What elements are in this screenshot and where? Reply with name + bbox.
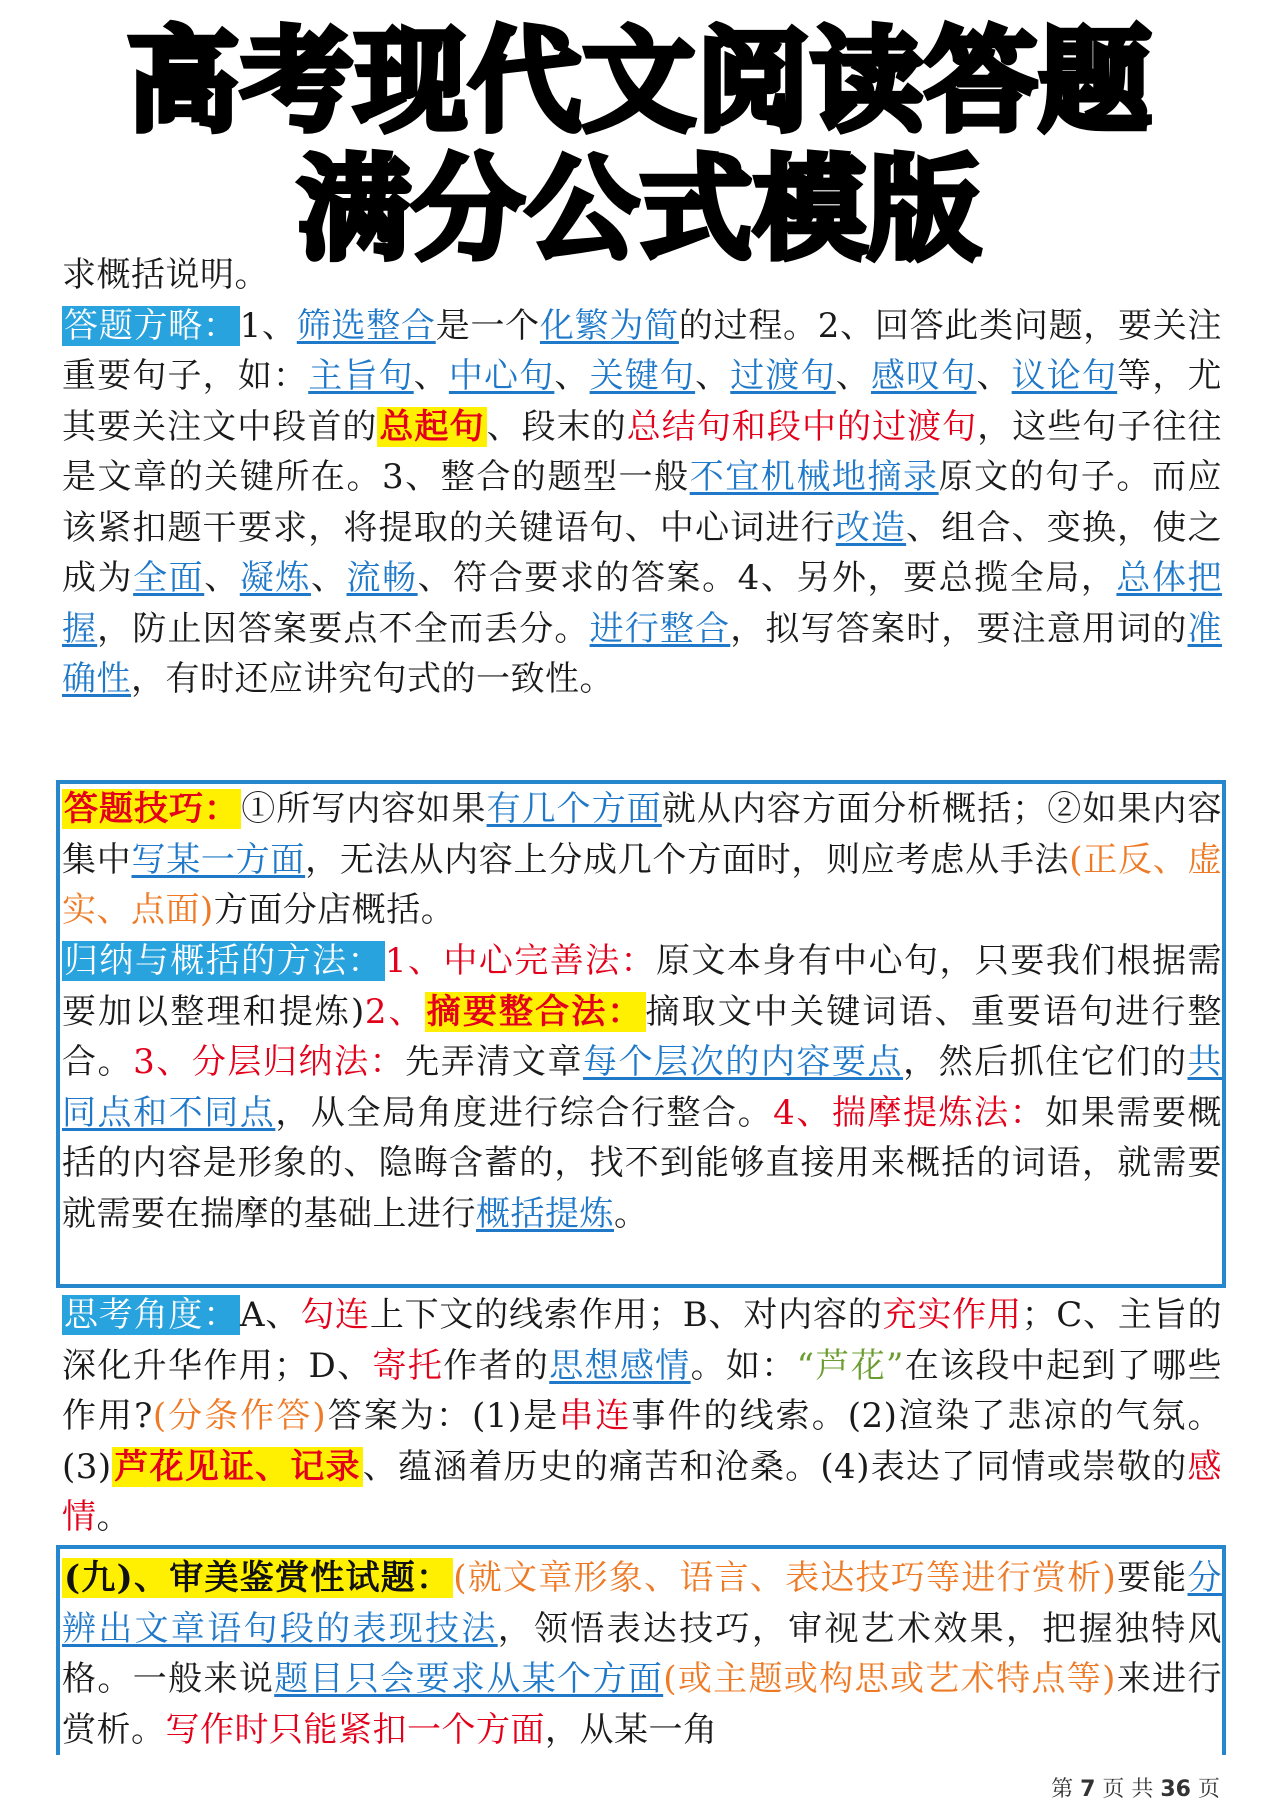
text-run: 、 [554, 356, 590, 396]
underlined-term: 中心句 [448, 356, 555, 396]
text-run: ，防止因答案要点不全而丢分。 [97, 608, 590, 649]
footer-middle: 页 共 [1095, 1777, 1161, 1802]
text-run: 、 [204, 558, 240, 598]
underlined-term: 共同点和不同点 [62, 1042, 1223, 1133]
red-term: 充实作用 [882, 1295, 1022, 1335]
underlined-term: 进行整合 [589, 608, 731, 649]
paragraph-aesthetic-questions [62, 1553, 1222, 1753]
text-run: 、 [310, 558, 347, 598]
text-run: 等，尤其要关注文中段首的 [62, 356, 1222, 447]
red-term: 串连 [559, 1396, 632, 1436]
text-run: 、 [413, 356, 449, 396]
text-run: 、 [695, 356, 731, 396]
underlined-term: 概括提炼 [476, 1193, 614, 1234]
underlined-term: 分辨出文章语句段的表现技法 [62, 1558, 1222, 1649]
section-label: (九)、审美鉴赏性试题： [64, 1558, 452, 1598]
text-run: 摘取文中关键词语、重要语句进行整合。 [62, 991, 1223, 1082]
text-run: 如果需要概括的内容是形象的、隐晦含蓄的，找不到能够直接用来概括的词语，就需要就需要在揣摩的基础上进行 [62, 1092, 1223, 1234]
text-run: ①所写内容如果 [241, 789, 487, 829]
underlined-term: 题目只会要求从某个方面 [274, 1659, 664, 1699]
title-line-2: 满分公式模版 [298, 145, 982, 275]
orange-term: (分条作答) [152, 1396, 327, 1436]
text-run: ，有时还应讲究句式的一致性。 [131, 659, 614, 699]
underlined-term: 化繁为简 [539, 305, 679, 346]
underlined-term: 准确性 [62, 608, 1222, 699]
text-run: ，拟写答案时，要注意用词的 [730, 608, 1188, 649]
text-run: 、符合要求的答案。4、另外，要总揽全局， [417, 558, 1117, 598]
red-term: 勾连 [300, 1295, 370, 1335]
text-run: 、蕴涵着历史的痛苦和沧桑。(4)表达了同情或崇敬的 [362, 1446, 1188, 1487]
text-run: 原文本身有中心句，只要我们根据需要加以整理和提炼) [62, 941, 1223, 1032]
text-run: 就从内容方面分析概括；②如果内容集中 [62, 789, 1222, 880]
page-footer [1051, 1772, 1220, 1803]
underlined-term: 过渡句 [730, 356, 836, 396]
text-run: 是一个 [435, 305, 540, 346]
text-run: A、 [240, 1295, 301, 1335]
section-label: 思考角度： [64, 1295, 239, 1335]
underlined-term: 总体把握 [62, 558, 1223, 649]
red-term: 写作时只能紧扣一个方面 [165, 1709, 545, 1750]
underlined-term: 流畅 [346, 558, 418, 598]
page-number: 7 [1080, 1777, 1096, 1802]
page-total: 36 [1160, 1777, 1191, 1802]
text-run: 要能 [1116, 1558, 1188, 1598]
text-run: ；C、主旨的深化升华作用；D、 [62, 1295, 1223, 1386]
green-term: “芦花” [796, 1345, 904, 1386]
section-label: 答题技巧： [64, 789, 240, 829]
text-run: 来进行赏析。 [62, 1659, 1222, 1750]
highlighted-term: 芦花见证、记录 [113, 1446, 361, 1487]
underlined-term: 不宜机械地摘录 [689, 457, 939, 497]
text-run: 先弄清文章 [405, 1042, 584, 1082]
red-term: 3、分层归纳法： [133, 1042, 406, 1082]
underlined-term: 全面 [133, 558, 205, 598]
text-run: 的过程。2、回答此类问题，要关注重要句子，如： [62, 305, 1222, 396]
underlined-term: 议论句 [1011, 356, 1118, 396]
text-run: 、段末的 [486, 406, 627, 447]
text-run: 在该段中起到了哪些作用? [62, 1345, 1223, 1436]
orange-term: (就文章形象、语言、表达技巧等进行赏析) [453, 1558, 1117, 1598]
text-run: 原文的句子。而应该紧扣题干要求，将提取的关键语句、中心词进行 [62, 457, 1222, 548]
underlined-term: 筛选整合 [296, 305, 436, 346]
section-label: 归纳与概括的方法： [64, 941, 383, 981]
text-run: 上下文的线索作用；B、对内容的 [369, 1295, 883, 1335]
footer-prefix: 第 [1051, 1777, 1081, 1802]
red-term: 寄托 [372, 1345, 444, 1386]
text-run: 答案为：(1)是 [326, 1396, 560, 1436]
underlined-term: 写某一方面 [131, 839, 306, 880]
text-run: 方面分店概括。 [213, 890, 456, 930]
underlined-term: 思想感情 [549, 1345, 691, 1386]
document-title [0, 18, 1280, 274]
text-run: 。如： [690, 1345, 797, 1386]
underlined-term: 每个层次的内容要点 [583, 1042, 904, 1082]
red-term: 2、 [364, 991, 425, 1032]
red-term: 1、中心完善法： [384, 941, 657, 981]
underlined-term: 有几个方面 [486, 789, 662, 829]
underlined-term: 凝炼 [239, 558, 311, 598]
paragraph-answer-tips [62, 784, 1222, 936]
text-run: ，领悟表达技巧，审视艺术效果，把握独特风格。一般来说 [62, 1608, 1222, 1699]
underlined-term: 感叹句 [870, 356, 977, 396]
text-run: 、组合、变换，使之成为 [62, 507, 1222, 598]
paragraph-answer-strategy [62, 250, 1222, 705]
footer-suffix: 页 [1191, 1777, 1220, 1802]
paragraph-summary-methods [62, 936, 1222, 1239]
text-run: ，这些句子往往是文章的关键所在。3、整合的题型一般 [62, 406, 1222, 497]
underlined-term: 关键句 [589, 356, 696, 396]
paragraph-thinking-angles [62, 1290, 1222, 1543]
text-run: ，无法从内容上分成几个方面时，则应考虑从手法 [305, 839, 1070, 880]
text-run: 、 [976, 356, 1012, 396]
text-run: 事件的线索。(2)渲染了悲凉的气氛。(3) [62, 1396, 1222, 1487]
highlighted-term: 总起句 [379, 406, 485, 447]
text-run: 1、 [239, 305, 297, 346]
underlined-term: 主旨句 [308, 356, 414, 396]
text-run: 。 [614, 1193, 649, 1234]
orange-term: (正反、虚实、点面) [62, 839, 1222, 930]
text-run: ，从全局角度进行综合行整合。 [275, 1092, 774, 1133]
highlighted-term: 摘要整合法： [426, 991, 644, 1032]
text-run: ，从某一角 [545, 1709, 718, 1750]
text-run: 。 [96, 1497, 131, 1537]
red-term: 4、揣摩提炼法： [773, 1092, 1046, 1133]
text-run: 作者的 [443, 1345, 550, 1386]
text-run: 、 [835, 356, 871, 396]
text-run: 求概括说明。 [62, 255, 269, 295]
text-run: ，然后抓住它们的 [903, 1042, 1188, 1082]
orange-term: (或主题或构思或艺术特点等) [663, 1659, 1116, 1699]
red-term: 感情 [62, 1446, 1222, 1537]
red-term: 总结句和段中的过渡句 [626, 406, 978, 447]
section-label: 答题方略： [64, 305, 238, 346]
title-line-1: 高考现代文阅读答题 [127, 17, 1153, 147]
underlined-term: 改造 [835, 507, 907, 548]
